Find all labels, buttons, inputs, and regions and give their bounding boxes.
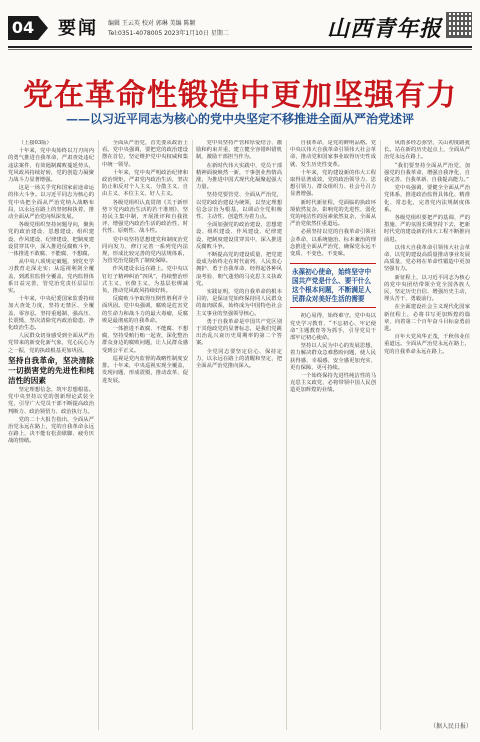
pull-quote: 永葆初心使命，始终坚守中国共产党是什么、要干什么这个根本问题，不断满足人民群众对美好生活的需要: [290, 263, 376, 308]
paragraph: （上接03版）: [18, 140, 52, 146]
paragraph: 必须坚持以党的自我革命引领社会革命，以系统施治、标本兼治的理念推进全面从严治党，确保党永远不变质、不变色、不变味。: [290, 229, 376, 258]
column-divider: [192, 140, 193, 730]
column-divider: [380, 140, 381, 730]
paragraph: 全党同志要坚定信心、保持定力，以永远在路上的清醒和坚定，把全面从严治党推向深入。: [196, 348, 282, 370]
paragraph: 在全面建设社会主义现代化国家新征程上，必将书写更加辉煌的篇章，向着第二个百年奋斗目标奋勇前进。: [384, 304, 470, 333]
column-5: [384, 140, 470, 730]
headline: 党在革命性锻造中更加坚强有力: [23, 78, 457, 113]
paragraph: 新时代新征程，党面临的执政环境依然复杂，影响党的先进性、弱化党的纯洁性的因素依然复杂，全面从严治党依然任重道远。: [290, 199, 376, 228]
paragraph: 一体推进不敢腐、不能腐、不想腐，坚持受贿行贿一起查，深化整治群众身边的腐败问题，让人民群众感受到公平正义。: [102, 326, 188, 354]
paragraph: 党中央坚持严管和厚爱结合、激励和约束并重，建立健全容错纠错机制，激励干部担当作为。: [196, 140, 282, 161]
paragraph: 党的二十大报告指出，全面从严治党永远在路上，党的自我革命永远在路上，决不能有松劲歇脚、疲劳厌战的情绪。: [8, 416, 94, 445]
column-2: [102, 140, 188, 730]
column-4: [290, 140, 376, 730]
paragraph: 百年大党风华正茂，千秋伟业任重道远。全面从严治党永远在路上，党的自我革命永远在路上。: [384, 334, 470, 355]
paragraph: 党中央坚持思想建党和制度治党同向发力，修订完善一系列党内法规，形成比较完善的党内法规体系，为管党治党提供了制度保障。: [102, 236, 188, 265]
article-body: [8, 140, 472, 730]
column-divider: [286, 140, 287, 730]
paragraph: 坚定理想信念，筑牢思想根基。党中央坚持以党的创新理论武装全党，引导广大党员干部不断提高政治判断力、政治领悟力、政治执行力。: [8, 386, 94, 415]
paragraph: 初心易得，始终难守。党中央以党史学习教育、“不忘初心、牢记使命”主题教育等为抓手，引导党员干部牢记初心使命。: [290, 313, 376, 342]
paragraph: 自我革命，是党的鲜明品格。党中央以伟大自我革命引领伟大社会革命，推动党和国家事业取得历史性成就、发生历史性变革。: [290, 140, 376, 168]
paragraph: 各级党组织认真贯彻《关于新形势下党内政治生活的若干准则》，坚持民主集中制，开展批评和自我批评，增强党内政治生活的政治性、时代性、原则性、战斗性。: [102, 199, 188, 235]
paragraph: 实践证明，党的自我革命的根本目的，是保证党始终保持同人民群众的血肉联系，始终成为中国特色社会主义事业的坚强领导核心。: [196, 289, 282, 317]
paragraph: 十年来，党的建设新的伟大工程取得显著成效，党的政治领导力、思想引领力、群众组织力、社会号召力显著增强。: [290, 169, 376, 198]
paragraph: 不断提高党的建设质量，把党建设成为始终走在时代前列、人民衷心拥护、勇于自我革命、经得起各种风浪考验、朝气蓬勃的马克思主义执政党。: [196, 252, 282, 287]
page-number-chevron: [38, 16, 48, 40]
paragraph: 党中央强调，要健全全面从严治党体系，推进政治监督具体化、精准化、常态化，完善党内法规制度体系。: [384, 185, 470, 213]
header-rule-thin: [8, 49, 472, 50]
paragraph: 全面从严治党，首先要从政治上看。党中央强调，要把党的政治建设摆在首位，坚定维护党中央权威和集中统一领导。: [102, 140, 188, 168]
paragraph: 反腐败斗争取得压倒性胜利并全面巩固。党中央强调，腐败是危害党的生命力和战斗力的最大毒瘤，反腐败是最彻底的自我革命。: [102, 296, 188, 324]
column-divider: [98, 140, 99, 730]
paragraph: 新征程上，以习近平同志为核心的党中央团结带领全党全国各族人民，坚定历史自信、增强历史主动，埋头苦干、勇毅前行。: [384, 274, 470, 303]
paragraph: 以伟大自我革命引领伟大社会革命，以党的建设高质量推动事业发展高质量，党必将在革命性锻造中更加坚强有力。: [384, 244, 470, 273]
section-title: 要闻: [58, 18, 98, 39]
paragraph: 这是一场关乎党和国家前途命运的伟大斗争。以习近平同志为核心的党中央把全面从严治党纳入战略布局，以永远在路上的坚韧和执着，推动全面从严治党向纵深发展。: [8, 185, 94, 221]
paragraph: 人民群众切身感受到全面从严治党带来的新变化新气象，党心民心为之一振，党的执政根基更加巩固。: [8, 333, 94, 354]
paragraph: 坚持党要管党、全面从严治党，以党的政治建设为统领，以坚定理想信念宗旨为根基，以调动全党积极性、主动性、创造性为着力点。: [196, 192, 282, 221]
qr-code-icon: [446, 12, 472, 38]
paragraph: 全面加强党的政治建设、思想建设、组织建设、作风建设、纪律建设，把制度建设贯穿其中，深入推进反腐败斗争。: [196, 222, 282, 250]
paragraph: 十年来，党中央严明政治纪律和政治规矩，严肃党内政治生活，坚决防止和反对个人主义、分散主义、自由主义、本位主义、好人主义。: [102, 169, 188, 198]
paragraph: 从中央八项规定破题，到党史学习教育走深走实；从巡视利剑全覆盖，到派驻监督全覆盖，党内监督体系日益完善，管党治党责任层层压实。: [8, 259, 94, 295]
paragraph: 巡视是党内监督的战略性制度安排。十年来，中央巡视实现全覆盖，发现问题、形成震慑，推动改革、促进发展。: [102, 355, 188, 384]
header-rule: [8, 46, 472, 48]
page-number: 04: [8, 16, 38, 40]
paragraph: 风雨多经志弥坚，关山初度路犹长。站在新的历史起点上，全面从严治党永远在路上。: [384, 140, 470, 161]
paragraph: 坚持以人民为中心的发展思想，着力解决群众急难愁盼问题，使人民获得感、幸福感、安全感更加充实、更有保障、更可持续。: [290, 343, 376, 371]
column-3: [196, 140, 282, 730]
paragraph: 勇于自我革命是中国共产党区别于其他政党的显著标志，是我们党跳出治乱兴衰历史周期率的第二个答案。: [196, 318, 282, 347]
editor-credits: 编辑 王云英 校对 郭琳 美编 陈颖: [108, 20, 196, 27]
source-note: （据人民日报）: [429, 723, 472, 730]
paragraph: 十年来，中央纪委国家监委持续加大查处力度，坚持无禁区、全覆盖、零容忍，坚持重遏制、强高压、长震慑，坚决清除党内政治隐患，净化政治生态。: [8, 296, 94, 332]
contact-date: Tel:0351-4078005 2023年1月10日 星期二: [108, 30, 229, 37]
paragraph: 作风建设永远在路上。党中央以钉钉子精神纠治“四风”，持续整治形式主义、官僚主义，为基层松绑减负，推动党风政风持续好转。: [102, 266, 188, 295]
column-1-subtitle: 坚持自我革命，坚决清除一切损害党的先进性和纯洁性的因素: [8, 355, 94, 385]
paragraph: “我们要坚持全面从严治党，加强党的自我革命，增强自我净化、自我完善、自我革新、自我提高能力。”: [384, 162, 470, 184]
paragraph: 一个始终保持先进性纯洁性的马克思主义政党，必将带领中国人民创造更加辉煌的业绩。: [290, 373, 376, 394]
paragraph: 在新时代伟大实践中，党员干部精神面貌焕然一新，干事创业热情高涨，为推进中国式现代化凝聚起强大力量。: [196, 162, 282, 191]
subheadline: ——以习近平同志为核心的党中央坚定不移推进全面从严治党述评: [65, 112, 414, 126]
paragraph: 各级党组织坚持问题导向，聚焦党的政治建设、思想建设、组织建设、作风建设、纪律建设，把制度建设贯穿其中，深入推进反腐败斗争，一体推进不敢腐、不能腐、不想腐。: [8, 222, 94, 258]
paragraph: 十年来，党中央始终以刀刃向内的勇气推进自我革命，严肃查处违纪违法案件，有效遏制腐败蔓延势头，党风政风持续好转，党的创造力凝聚力战斗力显著增强。: [8, 148, 94, 184]
column-1: [8, 140, 94, 730]
page-header: [8, 10, 472, 44]
paragraph: 各级党组织要把严的基调、严的措施、严的氛围长期坚持下去，把新时代党的建设新的伟大工程不断推向前进。: [384, 215, 470, 243]
masthead-logo: 山西青年报: [326, 16, 442, 42]
